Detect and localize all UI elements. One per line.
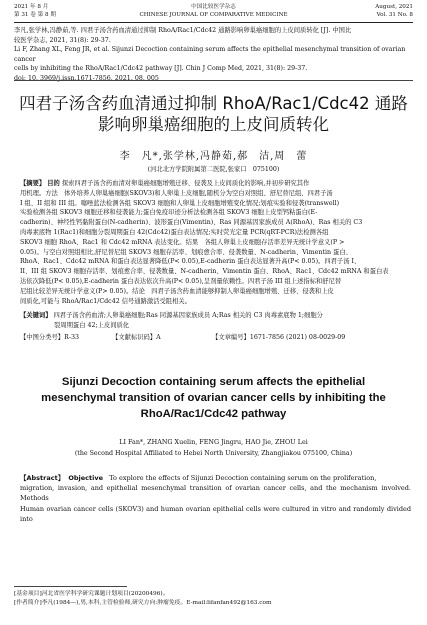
authors-zh: 李 凡*,张学林,冯静茹,郝 洁,周 蕾 <box>119 151 308 162</box>
abstract-text: 实验检测各组 SKOV3 细胞迁移和侵袭能力;蛋白免疫印迹分析法检测各组 SKOV3 细胞上皮型钙粘蛋白(E- <box>20 209 318 217</box>
abstract-text: 肉毒素底物 1(Rac1)和细胞分裂周期蛋白 42(Cdc42)蛋白表达情况;实时荧光定量 PCR(qRT-PCR)法检测各组 <box>20 228 329 236</box>
keywords-text: 四君子汤含药血清;人卵巢癌细胞;Ras 同源基因家族成员 A;Ras 相关的 C3 肉毒素底物 1;细胞分 <box>53 312 323 319</box>
abstract-label-en: 【Abstract】 <box>20 474 65 482</box>
citation-line: 李凡,张学林,冯静茹,等. 四君子汤含药血清通过抑制 RhoA/Rac1/Cdc42 通路影响卵巢癌细胞的上皮间质转化 [J]. 中国比 <box>14 27 352 34</box>
fund-note: [基金项目]河北省医学科学研究课题计划项目(20200496)。 <box>14 591 169 597</box>
citation-line: Li F, Zhang XL, Feng JR, et al. Sijunzi Decoction containing serum affects the epithelial mesenchymal transition of ovarian cancer <box>14 46 406 63</box>
abstract-label: 【摘要】 <box>20 180 46 187</box>
abstract-text: 探索四君子汤含药血清对卵巢癌细胞增殖迁移、侵袭及上皮间质化的影响,并初步研究其作 <box>61 180 310 187</box>
abstract-text: 间质化,可能与 RhoA/Rac1/Cdc42 信号通路激活受阻相关。 <box>20 297 191 305</box>
abstract-text: cadherin)、神经性钙黏附蛋白(N-cadherin)、波形蛋白(Vimentin)、Ras 同源基因家族成员 A(RhoA)、Ras 相关的 C3 <box>20 219 363 227</box>
header-volume-en: Vol. 31 No. 8 <box>376 12 413 18</box>
keywords-label: 【关键词】 <box>20 312 52 319</box>
keywords-text: 裂周期蛋白 42;上皮间质化 <box>54 321 130 329</box>
document-code: 【文献标识码】A <box>112 334 161 341</box>
header-journal-en: CHINESE JOURNAL OF COMPARATIVE MEDICINE <box>139 12 288 18</box>
doi: doi: 10. 3969/j.issn.1671-7856. 2021. 08. 005 <box>14 74 159 82</box>
abstract-text-en: To explore the effects of Sijunzi Decoction containing serum on the proliferation, <box>109 474 377 482</box>
footnotes <box>14 590 413 607</box>
abstract-en <box>20 473 411 524</box>
abstract-text-en: Human ovarian cancer cells (SKOV3) and human ovarian epithelial cells were cultured in vitro and randomly divided into <box>20 504 411 523</box>
abstract-text-en: migration, invasion, and epithelial mesenchymal transition of ovarian cancer cells, and the mechanism involved. Methods <box>20 484 411 503</box>
title-line: 影响卵巢癌细胞的上皮间质转化 <box>98 115 329 134</box>
citation-line: 较医学杂志, 2021, 31(8): 29-37. <box>14 36 111 44</box>
title-line: 四君子汤含药血清通过抑制 RhoA/Rac1/Cdc42 通路 <box>19 94 408 113</box>
header-date-en: August, 2021 <box>375 4 413 10</box>
footnote-rule <box>14 586 127 587</box>
abstract-text: SKOV3 细胞 RhoA、Rac1 和 Cdc42 mRNA 表达变化。结果 各组人卵巢上皮细胞存活率差异无统计学意义(P > <box>20 238 345 246</box>
citation-rule <box>14 80 413 81</box>
title-line: Sijunzi Decoction containing serum affects the epithelial <box>61 376 366 388</box>
header-date: 2021 年 8 月 <box>14 4 49 10</box>
author-note: [作者简介]李凡(1984—),男,本科,主管检验师,研究方向:肿瘤免疫。E-mail:lifanfan492@163.com <box>14 599 272 606</box>
article-title-en <box>14 374 413 422</box>
citation-block <box>14 26 413 83</box>
affiliation-en: (the Second Hospital Affiliated to Hebei North University, Zhangjiakou 075100, China) <box>74 450 353 457</box>
abstract-text: I 组、II 组和 III 组。噻唑蓝法检测各组 SKOV3 细胞和人卵巢上皮细胞增殖变化情况;划痕实验和侵袭(transwell) <box>20 199 340 207</box>
title-line: RhoA/Rac1/Cdc42 pathway <box>140 408 287 420</box>
clc-number: 【中图分类号】R-33 <box>20 334 79 341</box>
header-journal-zh: 中国比较医学杂志 <box>191 4 236 10</box>
classification-row <box>20 333 411 343</box>
article-title-zh <box>14 93 413 135</box>
title-line: mesenchymal transition of ovarian cancer cells by inhibiting the <box>41 392 386 404</box>
citation-line: cells by inhibiting the RhoA/Rac1/Cdc42 pathway [J]. Chin J Comp Med, 2021, 31(8): 29-37. <box>14 65 308 72</box>
article-number: 【文章编号】1671-7856 (2021) 08-0029-09 <box>212 334 346 341</box>
keywords-zh <box>20 311 411 330</box>
abstract-text: 用机理。方法 体外培养人卵巢癌细胞(SKOV3)和人卵巢上皮细胞,随机分为空白对照组、舒尼替尼组、四君子汤 <box>20 189 333 197</box>
objective-label-en: Objective <box>68 474 104 482</box>
abstract-text: 尼组比较差异无统计学意义(P> 0.05)。结论 四君子汤含药血清能够抑制人卵巢癌细胞增殖、迁移、侵袭和上皮 <box>20 287 334 295</box>
abstract-zh <box>20 179 411 306</box>
affiliation-zh: (河北北方学院附属第二医院,张家口 075100) <box>147 166 280 173</box>
abstract-text: 达依次降低(P< 0.05),E-cadherin 蛋白表达依次升高(P< 0.05),呈剂量依赖性。四君子汤 III 组上述指标和舒尼替 <box>20 277 342 285</box>
abstract-text: 0.05)。与空白对照组相比,舒尼替尼组 SKOV3 细胞存活率、划痕愈合率、侵袭数量、N-cadherin、Vimentin 蛋白、 <box>20 248 352 256</box>
header-volume: 第 31 卷 第 8 期 <box>14 12 56 18</box>
objective-label: 目的 <box>47 180 60 187</box>
authors-en: LI Fan*, ZHANG Xuelin, FENG Jingru, HAO Jie, ZHOU Lei <box>119 438 308 446</box>
abstract-text: II、III 组 SKOV3 细胞存活率、划痕愈合率、侵袭数量、N-cadherin、Vimentin 蛋白、RhoA、Rac1、Cdc42 mRNA 和蛋白表 <box>20 268 389 276</box>
header-rule <box>14 22 413 23</box>
abstract-text: RhoA、Rac1、Cdc42 mRNA 和蛋白表达显著降低(P< 0.05),E-cadherin 蛋白表达显著升高(P< 0.05)。四君子汤 I、 <box>20 258 361 266</box>
